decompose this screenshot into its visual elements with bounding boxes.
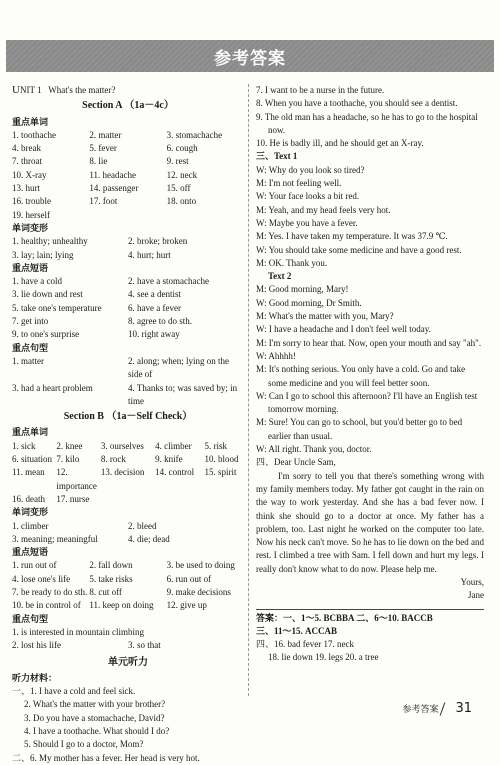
section-a-sentences [12, 355, 244, 408]
listening-material-title: 听力材料： [12, 672, 58, 683]
section-b-phrases-title: 重点短语 [12, 547, 49, 558]
list-item: 3. stomachache [166, 129, 223, 140]
list-item: 17. nurse [56, 493, 90, 504]
list-item: 2. broke; broken [128, 236, 188, 247]
list-item: 5. take risks [89, 573, 133, 584]
list-item: 10. He is badly ill, and he should get an X-ray. [256, 138, 424, 149]
footer-label: 参考答案 [402, 704, 439, 715]
list-item: 4. break [12, 143, 41, 154]
list-item: 7. I want to be a nurse in the future. [256, 85, 385, 95]
dialogue-line: M: Good morning, Mary! [256, 284, 349, 295]
section-a-phrases-title: 重点短语 [12, 262, 49, 273]
dialogue-line: M: It's nothing serious. You only have a cold. Go and take some medicine and you will feel better soon. [256, 364, 466, 388]
letter-greeting: 四、Dear Uncle Sam, [256, 457, 336, 468]
section-b-sentences [12, 639, 244, 652]
header-banner [6, 40, 494, 72]
column-divider [248, 84, 249, 696]
list-item: 18. onto [166, 196, 197, 207]
list-item: 10. X-ray [12, 169, 47, 180]
section-b-forms-title: 单词变形 [12, 507, 49, 518]
list-item: 3. ourselves [100, 440, 144, 451]
list-item: 10. right away [128, 329, 180, 340]
list-item: 11. keep on doing [89, 600, 154, 611]
page-footer [402, 701, 472, 717]
list-item: 11. headache [89, 169, 136, 180]
list-item: 二、6. My mother has a fever. Her head is very hot. [12, 752, 200, 763]
list-item: 3. lie down and rest [12, 289, 83, 300]
dialogue-line: M: I'm not feeling well. [256, 178, 342, 189]
dialogue-line: M: Sure! You can go to school, but you'd better go to bed earlier than usual. [256, 417, 463, 441]
section-a-words-title: 重点单词 [12, 116, 49, 127]
section-a-words [12, 129, 244, 222]
dialogue-line: W: Why do you look so tired? [256, 164, 365, 175]
list-item: 6. have a fever [128, 302, 181, 313]
answer-line: 一、1～5. BCBBA 二、6～10. BACCB [283, 612, 433, 623]
list-item: 4. Thanks to; was saved by; in time [128, 382, 238, 406]
dialogue-line: W: Your face looks a bit red. [256, 191, 360, 202]
list-item: 13. decision [100, 467, 145, 478]
list-item: 3. Do you have a stomachache, David? [24, 712, 165, 723]
answers-block [256, 609, 484, 665]
list-item: 2. along; when; lying on the side of [128, 355, 229, 380]
list-item: 6. cough [166, 143, 198, 154]
list-item: 1. climber [12, 520, 49, 531]
list-item: 1. matter [12, 355, 44, 366]
list-item: 2. What's the matter with your brother? [24, 699, 166, 710]
dialogue-line: M: OK. Thank you. [256, 257, 328, 268]
list-item: 13. hurt [12, 183, 40, 194]
list-item: 6. situation [12, 454, 52, 465]
list-item: 3. so that [128, 640, 161, 651]
list-item: 5. take one's temperature [12, 302, 102, 313]
list-item: 8. rock [100, 454, 126, 465]
list-item: 3. had a heart problem [12, 382, 93, 393]
dialogue-line: W: Can I go to school this afternoon? I'll have an English test tomorrow morning. [256, 390, 478, 415]
list-item: 4. lose one's life [12, 573, 71, 584]
section-b-words-title: 重点单词 [12, 427, 49, 438]
answer-line: 18. lie down 19. legs 20. a tree [268, 652, 379, 663]
list-item: 10. blood [204, 454, 239, 465]
list-item: 一、1. I have a cold and feel sick. [12, 686, 136, 697]
list-item: 8. When you have a toothache, you should see a dentist. [256, 98, 458, 109]
dialogue-line: M: What's the matter with you, Mary? [256, 311, 394, 322]
list-item: 8. agree to do sth. [128, 316, 192, 327]
answers-label: 答案： [256, 612, 284, 623]
list-item: 5. risk [204, 440, 227, 451]
list-item: 2. bleed [128, 520, 157, 531]
list-item: 12. neck [166, 169, 198, 180]
letter-body: I'm sorry to tell you that there's something wrong with my family members today. My father got caught in the rain on the way to work yesterday. And she has a bad fever now. I think she should go to a doctor at once. My father has a problem, too. Last night he worked on the computer too late. Now his neck can't move. So he has to lie down on the bed and rest. I climbed a tree with Sam. I fell down and hurt my legs. I really don't know what to do now. Please help me. [256, 470, 484, 574]
list-item: 7. kilo [56, 454, 80, 465]
dialogue-line: W: Ahhhh! [256, 350, 296, 361]
list-item: 12. importance [56, 467, 97, 491]
section-b-sentences-title: 重点句型 [12, 613, 49, 624]
list-item: 2. fall down [89, 560, 133, 571]
answer-line: 三、11～15. ACCAB [256, 625, 338, 636]
section-a-phrases [12, 275, 244, 341]
list-item: 17. foot [89, 196, 118, 207]
divider-slash [440, 702, 446, 715]
list-item: 2. matter [89, 129, 122, 140]
list-item: 19. herself [12, 209, 50, 220]
list-item: 1. is interested in mountain climbing [12, 626, 144, 637]
dialogue-line: M: I'm sorry to hear that. Now, open your mouth and say "ah". [256, 337, 482, 348]
dialogue-line: M: Yeah, and my head feels very hot. [256, 204, 391, 215]
list-item: 2. knee [56, 440, 83, 451]
list-item: 11. mean [12, 467, 45, 478]
list-item: 4. hurt; hurt [128, 249, 171, 260]
unit-heading: UNIT 1 What's the matter? [12, 84, 116, 96]
letter-closing: Yours, [460, 576, 484, 587]
list-item: 1. have a cold [12, 276, 62, 287]
list-item: 9. to one's surprise [12, 329, 80, 340]
text1-label: 三、Text 1 [256, 151, 298, 162]
dialogue-line: W: You should take some medicine and have a good rest. [256, 244, 462, 255]
section-a-forms [12, 235, 244, 262]
list-item: 5. fever [89, 143, 117, 154]
list-item: 7. get into [12, 316, 49, 327]
list-item: 15. spirit [204, 467, 237, 478]
list-item: 16. trouble [12, 196, 51, 207]
list-item: 1. sick [12, 440, 36, 451]
list-item: 4. die; dead [128, 533, 170, 544]
list-item: 4. I have a toothache. What should I do? [24, 725, 170, 736]
list-item: 14. passenger [89, 183, 139, 194]
list-item: 14. control [155, 467, 195, 478]
dialogue-line: M: Yes. I have taken my temperature. It was 37.9 ℃. [256, 231, 448, 242]
section-a-forms-title: 单词变形 [12, 222, 49, 233]
section-b-forms [12, 520, 244, 547]
list-item: 4. climber [155, 440, 192, 451]
list-item: 1. run out of [12, 560, 57, 571]
list-item: 3. meaning; meaningful [12, 533, 98, 544]
dialogue-line: W: Good morning, Dr Smith. [256, 297, 362, 308]
list-item: 8. lie [89, 156, 108, 167]
list-item: 7. throat [12, 156, 42, 167]
list-item: 8. cut off [89, 586, 122, 597]
answer-line: 四、16. bad fever 17. neck [256, 639, 354, 650]
page-number: 31 [455, 700, 472, 716]
listening-title: 单元听力 [108, 657, 148, 669]
list-item: 9. rest [166, 156, 189, 167]
list-item: 9. The old man has a headache, so he has to go to the hospital now. [256, 111, 478, 135]
list-item: 16. death [12, 493, 45, 504]
list-item: 1. healthy; unhealthy [12, 236, 88, 247]
section-a-sentences-title: 重点句型 [12, 342, 49, 353]
left-column [12, 84, 244, 765]
dialogue-line: W: I have a headache and I don't feel well today. [256, 324, 431, 335]
section-b-words [12, 440, 244, 506]
list-item: 6. run out of [166, 573, 212, 584]
text2-label: Text 2 [268, 271, 292, 282]
letter-signature: Jane [468, 590, 484, 601]
section-b-phrases [12, 559, 244, 612]
list-item: 2. have a stomachache [128, 276, 209, 287]
section-a-title: Section A （1a－4c） [82, 100, 174, 112]
list-item: 4. see a dentist [128, 289, 181, 300]
list-item: 9. make decisions [166, 586, 231, 597]
list-item: 2. lost his life [12, 640, 61, 651]
list-item: 15. off [166, 183, 191, 194]
list-item: 10. be in control of [12, 600, 81, 611]
list-item: 9. knife [155, 454, 183, 465]
list-item: 12. give up [166, 600, 207, 611]
section-b-title: Section B （1a－Self Check） [63, 411, 193, 423]
list-item: 5. Should I go to a doctor, Mom? [24, 739, 144, 750]
banner-title: 参考答案 [214, 49, 286, 69]
list-item: 3. be used to doing [166, 560, 235, 571]
list-item: 3. lay; lain; lying [12, 249, 74, 260]
dialogue-line: W: Maybe you have a fever. [256, 217, 358, 228]
dialogue-line: W: All right. Thank you, doctor. [256, 444, 372, 455]
list-item: 1. toothache [12, 129, 56, 140]
right-column [256, 84, 484, 665]
list-item: 7. be ready to do sth. [12, 586, 88, 597]
